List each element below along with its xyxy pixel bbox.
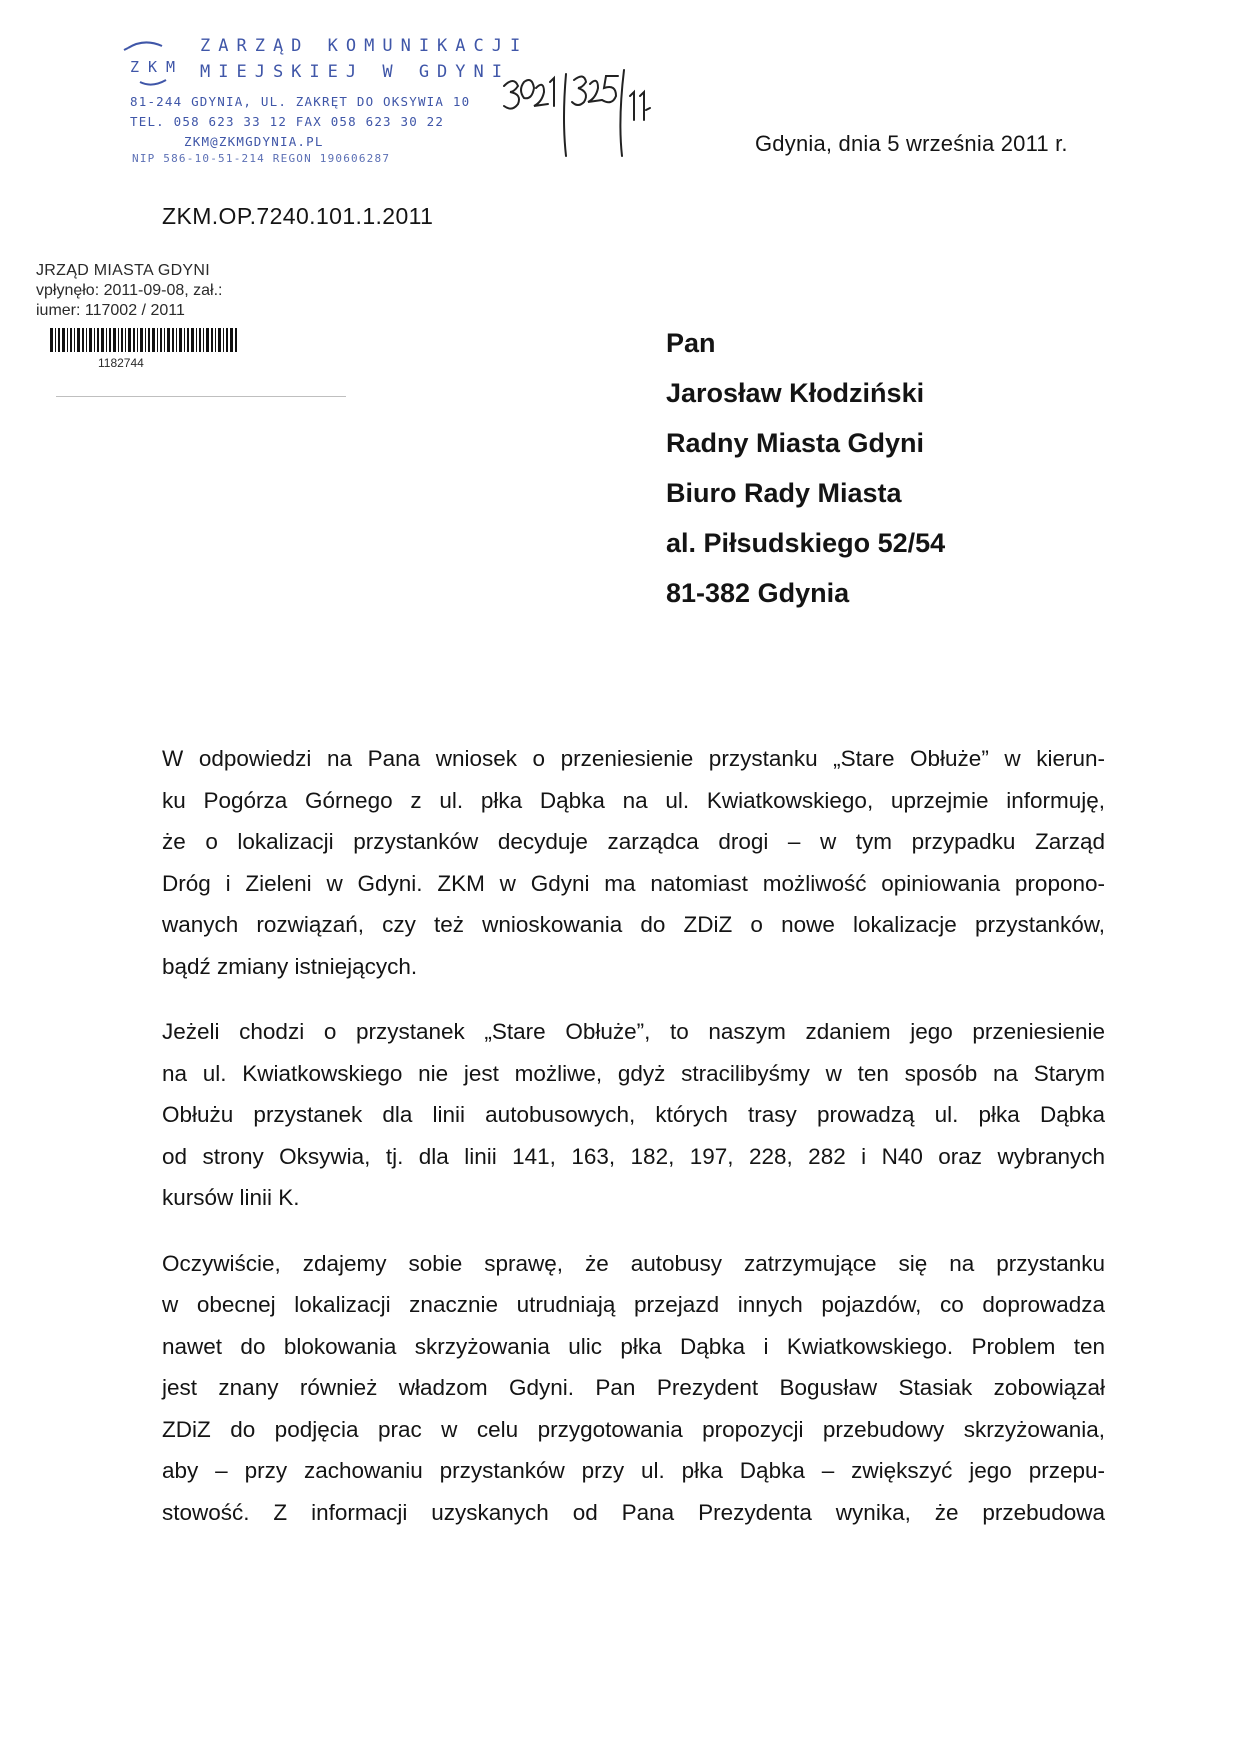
addressee-city: 81-382 Gdynia [666, 578, 850, 608]
receipt-office: JRZĄD MIASTA GDYNI [36, 262, 211, 279]
body-line: bądź zmiany istniejących. [162, 953, 418, 979]
addressee-title: Radny Miasta Gdyni [666, 428, 925, 458]
body-line: Jeżeli chodzi o przystanek „Stare Obłuże”, to naszym zdaniem jego przeniesienie [162, 1019, 1105, 1044]
body-line: Oczywiście, zdajemy sobie sprawę, że autobusy zatrzymujące się na przystanku [162, 1250, 1105, 1276]
body-line: Dróg i Zieleni w Gdyni. ZKM w Gdyni ma natomiast możliwość opiniowania propono- [162, 870, 1105, 896]
stamp-name-line2: MIEJSKIEJ W GDYNI [200, 62, 510, 82]
stamp-name-line1: ZARZĄD KOMUNIKACJI [200, 36, 529, 56]
receipt-number: iumer: 117002 / 2011 [36, 302, 185, 319]
body-line: Obłużu przystanek dla linii autobusowych, których trasy prowadzą ul. płka Dąbka [162, 1102, 1105, 1127]
body-line: na ul. Kwiatkowskiego nie jest możliwe, gdyż stracilibyśmy w ten sposób na Starym [162, 1060, 1105, 1086]
body-line: jest znany również władzom Gdyni. Pan Prezydent Bogusław Stasiak zobowiązał [162, 1375, 1105, 1400]
body-paragraph-2 [162, 1011, 1105, 1219]
body-line: nawet do blokowania skrzyżowania ulic płka Dąbka i Kwiatkowskiego. Problem ten [162, 1333, 1105, 1359]
stamp-abbreviation: ZKM [130, 58, 185, 76]
body-paragraph-3 [162, 1243, 1105, 1534]
body-line: ku Pogórza Górnego z ul. płka Dąbka na ul. Kwiatkowskiego, uprzejmie informuję, [162, 787, 1105, 813]
reference-sign: ZKM.OP.7240.101.1.2011 [162, 203, 434, 229]
body-line: wanych rozwiązań, czy też wnioskowania do ZDiZ o nowe lokalizacje przystanków, [162, 912, 1105, 937]
body-line: w obecnej lokalizacji znacznie utrudniają przejazd innych pojazdów, co doprowadza [162, 1292, 1105, 1317]
letter-body [162, 738, 1105, 1557]
body-line: od strony Oksywia, tj. dla linii 141, 163, 182, 197, 228, 282 i N40 oraz wybranych [162, 1143, 1105, 1169]
body-line: W odpowiedzi na Pana wniosek o przeniesienie przystanku „Stare Obłuże” w kierun- [162, 746, 1105, 771]
letter-date: Gdynia, dnia 5 września 2011 r. [755, 131, 1068, 156]
body-line: ZDiZ do podjęcia prac w celu przygotowania propozycji przebudowy skrzyżowania, [162, 1416, 1105, 1442]
barcode [50, 328, 240, 352]
receipt-label [36, 262, 346, 412]
handwritten-registration-number [500, 60, 670, 160]
body-line: aby – przy zachowaniu przystanków przy ul. płka Dąbka – zwiększyć jego przepu- [162, 1458, 1105, 1483]
body-line: kursów linii K. [162, 1185, 300, 1210]
body-line: że o lokalizacji przystanków decyduje zarządca drogi – w tym przypadku Zarząd [162, 829, 1105, 854]
barcode-number: 1182744 [98, 356, 144, 370]
addressee-block [666, 318, 945, 618]
receipt-divider [56, 396, 346, 397]
stamp-email: ZKM@ZKMGDYNIA.PL [184, 134, 324, 149]
stamp-nip-regon: NIP 586-10-51-214 REGON 190606287 [132, 152, 391, 165]
addressee-salutation: Pan [666, 328, 716, 358]
receipt-received-date: vpłynęło: 2011-09-08, zał.: [36, 282, 223, 299]
stamp-address: 81-244 GDYNIA, UL. ZAKRĘT DO OKSYWIA 10 [130, 94, 471, 109]
addressee-name: Jarosław Kłodziński [666, 378, 925, 408]
addressee-office: Biuro Rady Miasta [666, 478, 902, 508]
body-line: stowość. Z informacji uzyskanych od Pana Prezydenta wynika, że przebudowa [162, 1499, 1105, 1525]
body-paragraph-1 [162, 738, 1105, 987]
addressee-street: al. Piłsudskiego 52/54 [666, 528, 946, 558]
stamp-phone-fax: TEL. 058 623 33 12 FAX 058 623 30 22 [130, 114, 445, 129]
